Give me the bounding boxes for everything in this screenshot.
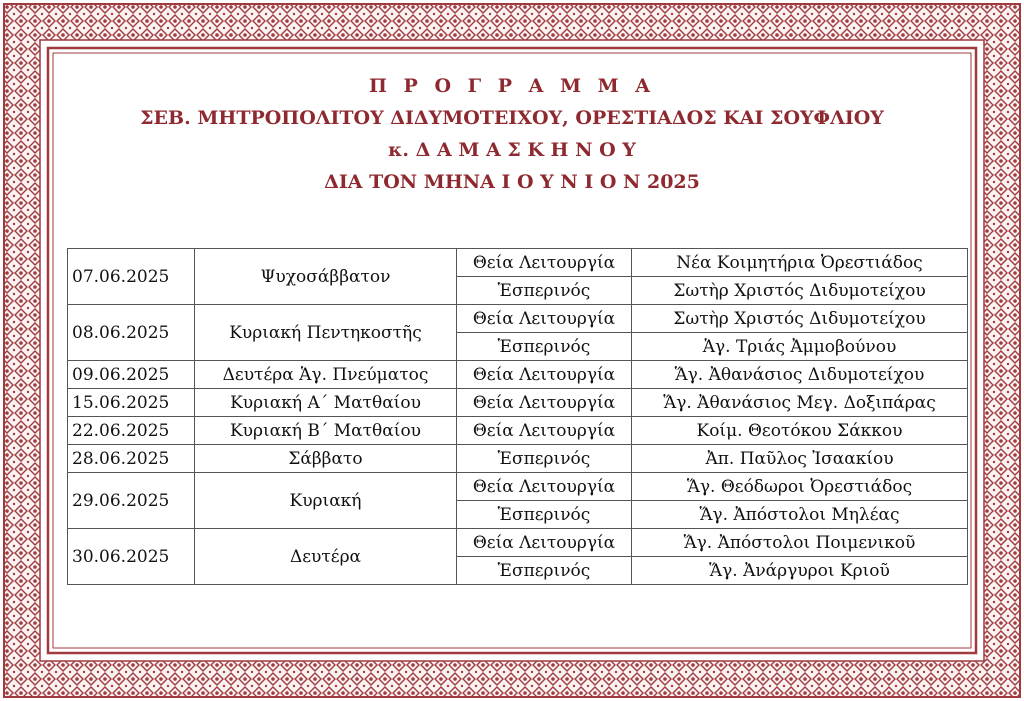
date-cell: 15.06.2025 [68,389,195,417]
service-cell: Ἑσπερινός [457,277,632,305]
table-row [68,529,968,557]
header-metropolitan: ΣΕΒ. ΜΗΤΡΟΠΟΛΙΤΟΥ ΔΙΔΥΜΟΤΕΙΧΟΥ, ΟΡΕΣΤΙΑΔΟΣ ΚΑΙ ΣΟΥΦΛΙΟΥ [140,107,884,129]
date-cell: 30.06.2025 [68,529,195,585]
table-row [68,473,968,501]
place-cell: Ἅγ. Ἀπόστολοι Ποιμενικοῦ [632,529,968,557]
date-cell: 28.06.2025 [68,445,195,473]
place-cell: Ἁγ. Τριάς Ἀμμοβούνου [632,333,968,361]
place-cell: Σωτὴρ Χριστός Διδυμοτείχου [632,277,968,305]
table-row [68,361,968,389]
day-cell: Κυριακή Πεντηκοστῆς [195,305,457,361]
header-month: ΔΙΑ ΤΟΝ ΜΗΝΑ Ι Ο Υ Ν Ι Ο Ν 2025 [324,171,700,193]
service-cell: Ἑσπερινός [457,445,632,473]
service-cell: Θεία Λειτουργία [457,473,632,501]
date-cell: 29.06.2025 [68,473,195,529]
date-cell: 09.06.2025 [68,361,195,389]
day-cell: Κυριακή [195,473,457,529]
day-cell: Δευτέρα Ἁγ. Πνεύματος [195,361,457,389]
place-cell: Ἅγ. Θεόδωροι Ὀρεστιάδος [632,473,968,501]
day-cell: Σάββατο [195,445,457,473]
service-cell: Ἑσπερινός [457,333,632,361]
service-cell: Θεία Λειτουργία [457,389,632,417]
service-cell: Θεία Λειτουργία [457,305,632,333]
day-cell: Ψυχοσάββατον [195,249,457,305]
service-cell: Θεία Λειτουργία [457,361,632,389]
service-cell: Θεία Λειτουργία [457,417,632,445]
header-title: Π Ρ Ο Γ Ρ Α Μ Μ Α [368,75,656,97]
table-row [68,445,968,473]
schedule-table [67,248,968,585]
place-cell: Νέα Κοιμητήρια Ὀρεστιάδος [632,249,968,277]
place-cell: Ἅγ. Ἀθανάσιος Μεγ. Δοξιπάρας [632,389,968,417]
date-cell: 22.06.2025 [68,417,195,445]
service-cell: Ἑσπερινός [457,501,632,529]
service-cell: Θεία Λειτουργία [457,249,632,277]
table-row [68,305,968,333]
table-row [68,389,968,417]
place-cell: Ἀπ. Παῦλος Ἰσαακίου [632,445,968,473]
date-cell: 08.06.2025 [68,305,195,361]
service-cell: Θεία Λειτουργία [457,529,632,557]
service-cell: Ἑσπερινός [457,557,632,585]
place-cell: Ἅγ. Ἀπόστολοι Μηλέας [632,501,968,529]
table-row [68,417,968,445]
date-cell: 07.06.2025 [68,249,195,305]
day-cell: Κυριακή Α΄ Ματθαίου [195,389,457,417]
place-cell: Κοίμ. Θεοτόκου Σάκκου [632,417,968,445]
program-header [60,70,964,198]
table-row [68,249,968,277]
day-cell: Κυριακή Β΄ Ματθαίου [195,417,457,445]
place-cell: Σωτὴρ Χριστός Διδυμοτείχου [632,305,968,333]
header-name: κ. Δ Α Μ Α Σ Κ Η Ν Ο Υ [388,139,636,161]
day-cell: Δευτέρα [195,529,457,585]
place-cell: Ἅγ. Ἀνάργυροι Κριοῦ [632,557,968,585]
place-cell: Ἅγ. Ἀθανάσιος Διδυμοτείχου [632,361,968,389]
